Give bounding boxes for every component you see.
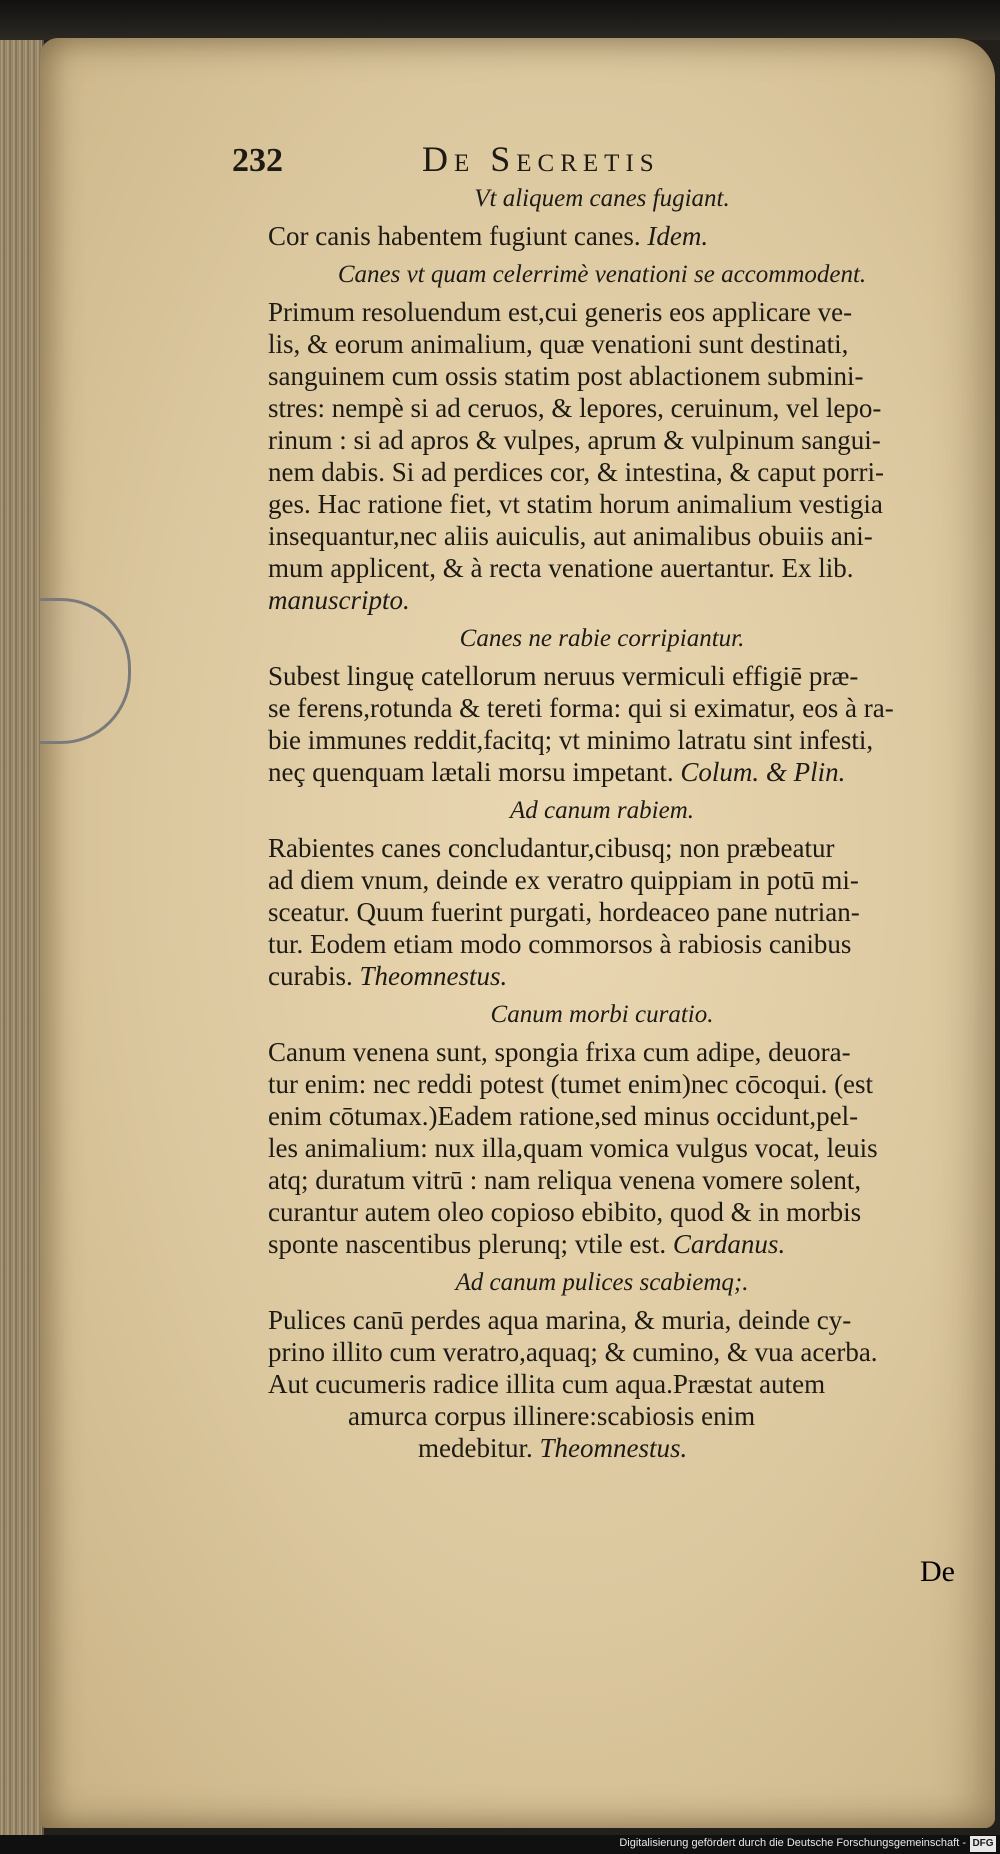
text-line: stres: nempè si ad ceruos, & lepores, ceruinum, vel lepo- xyxy=(268,393,882,423)
text-line: curabis. xyxy=(268,961,353,991)
section-text xyxy=(232,660,972,788)
section-heading: Ad canum pulices scabiemq;. xyxy=(455,1269,749,1296)
text-line: sponte nascentibus plerunq; vtile est. xyxy=(268,1229,667,1259)
text-line: Pulices canū perdes aqua marina, & muria, deinde cy- xyxy=(268,1305,852,1335)
text-line: enim cōtumax.)Eadem ratione,sed minus occidunt,pel- xyxy=(268,1101,859,1131)
scan-background-top xyxy=(0,0,1000,40)
text-line: insequantur,nec aliis auiculis, aut animalibus obuiis ani- xyxy=(268,521,873,551)
text-line: Primum resoluendum est,cui generis eos applicare ve- xyxy=(268,297,853,327)
text-line: rinum : si ad apros & vulpes, aprum & vulpinum sangui- xyxy=(268,425,881,455)
text-line: ges. Hac ratione fiet, vt statim horum animalium vestigia xyxy=(268,489,883,519)
text-line: medebitur. xyxy=(418,1433,533,1463)
text-line: tur enim: nec reddi potest (tumet enim)nec cōcoqui. (est xyxy=(268,1069,874,1099)
text-line: mum applicent, & à recta venatione auertantur. Ex lib. xyxy=(268,553,854,583)
dfg-logo: DFG xyxy=(970,1836,996,1852)
text-line: nem dabis. Si ad perdices cor, & intestina, & caput porri- xyxy=(268,457,885,487)
text-line: Canum venena sunt, spongia frixa cum adipe, deuora- xyxy=(268,1037,851,1067)
section-heading: Canes ne rabie corripiantur. xyxy=(459,625,745,652)
text-line: atq; duratum vitrū : nam reliqua venena vomere solent, xyxy=(268,1165,862,1195)
text-line: sanguinem cum ossis statim post ablactionem submini- xyxy=(268,361,864,391)
source-citation: Idem. xyxy=(647,221,709,251)
section-heading: Canum morbi curatio. xyxy=(490,1001,714,1028)
source-citation: manuscripto. xyxy=(268,585,410,615)
source-citation: Cardanus. xyxy=(672,1229,786,1259)
text-line: Subest linguę catellorum neruus vermiculi effigiē præ- xyxy=(268,661,859,691)
text-line: les animalium: nux illa,quam vomica vulgus vocat, leuis xyxy=(268,1133,878,1163)
source-citation: Theomnestus. xyxy=(539,1433,688,1463)
page-content xyxy=(232,138,972,1472)
text-line: Rabientes canes concludantur,cibusq; non præbeatur xyxy=(268,833,835,863)
text-line: Aut cucumeris radice illita cum aqua.Præstat autem xyxy=(268,1369,826,1399)
section-text xyxy=(232,1304,972,1464)
text-line: Cor canis habentem fugiunt canes. xyxy=(268,221,641,251)
running-head: De Secretis xyxy=(422,139,660,179)
text-line: prino illito cum veratro,aquaq; & cumino, & vua acerba. xyxy=(268,1337,878,1367)
text-line: lis, & eorum animalium, quæ venationi sunt destinati, xyxy=(268,329,849,359)
text-line: neç quenquam lætali morsu impetant. xyxy=(268,757,674,787)
text-line: tur. Eodem etiam modo commorsos à rabiosis canibus xyxy=(268,929,852,959)
source-citation: Colum. & Plin. xyxy=(680,757,846,787)
section-heading: Canes vt quam celerrimè venationi se accommodent. xyxy=(337,261,867,288)
text-line: bie immunes reddit,facitq; vt minimo latratu sint infesti, xyxy=(268,725,874,755)
section-text xyxy=(232,832,972,992)
book-page-edges xyxy=(0,40,44,1835)
text-line: curantur autem oleo copioso ebibito, quod & in morbis xyxy=(268,1197,862,1227)
text-line: amurca corpus illinere:scabiosis enim xyxy=(348,1401,756,1431)
source-citation: Theomnestus. xyxy=(359,961,508,991)
text-line: se ferens,rotunda & tereti forma: qui si eximatur, eos à ra- xyxy=(268,693,894,723)
section-text xyxy=(232,220,972,252)
page-number: 232 xyxy=(232,142,283,179)
section-heading: Ad canum rabiem. xyxy=(510,797,694,824)
section-text xyxy=(232,1036,972,1260)
catchword: De xyxy=(920,1555,955,1588)
page-header xyxy=(232,138,972,184)
section-text xyxy=(232,296,972,616)
text-line: sceatur. Quum fuerint purgati, hordeaceo pane nutrian- xyxy=(268,897,860,927)
text-line: ad diem vnum, deinde ex veratro quippiam in potū mi- xyxy=(268,865,859,895)
digitization-credit: Digitalisierung gefördert durch die Deutsche Forschungsgemeinschaft - xyxy=(619,1837,966,1849)
page-clip xyxy=(40,598,131,744)
section-heading: Vt aliquem canes fugiant. xyxy=(474,185,730,212)
